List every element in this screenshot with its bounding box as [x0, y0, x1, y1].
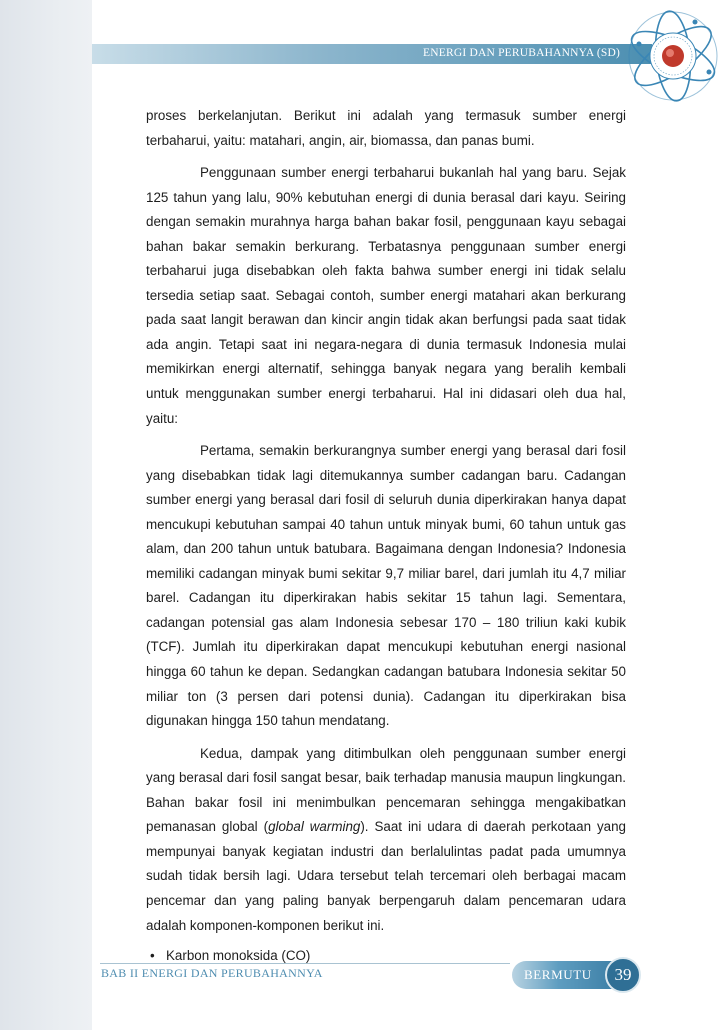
running-header-title: ENERGI DAN PERUBAHANNYA (SD) [423, 47, 620, 59]
paragraph-first-reason: Pertama, semakin berkurangnya sumber energi yang berasal dari fosil yang disebabkan tidak lagi ditemukannya sumber cadangan baru. Cadangan sumber energi yang berasal dari fosil di seluruh dunia diperkirakan hanya dapat mencukupi kebutuhan sampai 40 tahun untuk minyak bumi, 60 tahun untuk gas alam, dan 200 tahun untuk batubara. Bagaimana dengan Indonesia? Indonesia memiliki cadangan minyak bumi sekitar 9,7 miliar barel, dari jumlah itu 4,7 miliar barel. Cadangan itu diperkirakan habis sekitar 15 tahun lagi. Sementara, cadangan potensial gas alam Indonesia sebesar 170 – 180 triliun kaki kubik (TCF). Jumlah itu diperkirakan dapat mencukupi kebutuhan energi nasional hingga 60 tahun ke depan. Sedangkan cadangan batubara Indonesia sekitar 50 miliar ton (3 persen dari potensi dunia). Cadangan itu diperkirakan bisa digunakan hingga 150 tahun mendatang. [146, 443, 626, 729]
page-number: 39 [614, 965, 632, 984]
body-text [146, 104, 626, 969]
footer-brand-label: BERMUTU [524, 967, 592, 982]
footer-brand-bar [512, 961, 616, 989]
paragraph-continuation: proses berkelanjutan. Berikut ini adalah yang termasuk sumber energi terbaharui, yaitu: matahari, angin, air, biomassa, dan panas bumi. [146, 108, 626, 148]
left-margin-strip [0, 0, 92, 1030]
atom-seal-icon [625, 8, 721, 104]
footer-chapter-title: BAB II ENERGI DAN PERUBAHANNYA [101, 966, 323, 980]
bullet-marker: • [150, 948, 155, 964]
italic-term: global warming [268, 819, 361, 835]
footer-divider [100, 963, 510, 964]
list-item-label: Karbon monoksida (CO) [166, 948, 311, 964]
paragraph-second-reason-part2: ). Saat ini udara di daerah perkotaan yang mempunyai banyak kegiatan industri dan berlalulintas padat pada umumnya sudah tidak bersih lagi. Udara tersebut telah tercemari oleh berbagai macam pencemar dan yang paling banyak berpengaruh dalam pencemaran udara adalah komponen-komponen berikut ini. [146, 819, 626, 933]
paragraph-renewable-history: Penggunaan sumber energi terbaharui bukanlah hal yang baru. Sejak 125 tahun yang lalu, 90% kebutuhan energi di dunia berasal dari kayu. Seiring dengan semakin murahnya harga bahan bakar fosil, penggunaan kayu sebagai bahan bakar semakin berkurang. Terbatasnya penggunaan sumber energi terbaharui juga disebabkan oleh fakta bahwa sumber energi ini tidak selalu tersedia setiap saat. Sebagai contoh, sumber energi matahari akan berkurang pada saat langit berawan dan kincir angin tidak akan berfungsi pada saat tidak ada angin. Tetapi saat ini negara-negara di dunia termasuk Indonesia mulai memikirkan energi alternatif, sehingga banyak negara yang beralih kembali untuk menggunakan sumber energi terbaharui. Hal ini didasari oleh dua hal, yaitu: [146, 165, 626, 426]
paragraph-second-reason-part1: Kedua, dampak yang ditimbulkan oleh penggunaan sumber energi yang berasal dari fosil sangat besar, baik terhadap manusia maupun lingkungan. Bahan bakar fosil ini menimbulkan pencemaran sehingga mengakibatkan pemanasan global ( [146, 745, 626, 835]
page-number-badge [605, 957, 641, 993]
paragraph-second-reason [146, 742, 626, 938]
